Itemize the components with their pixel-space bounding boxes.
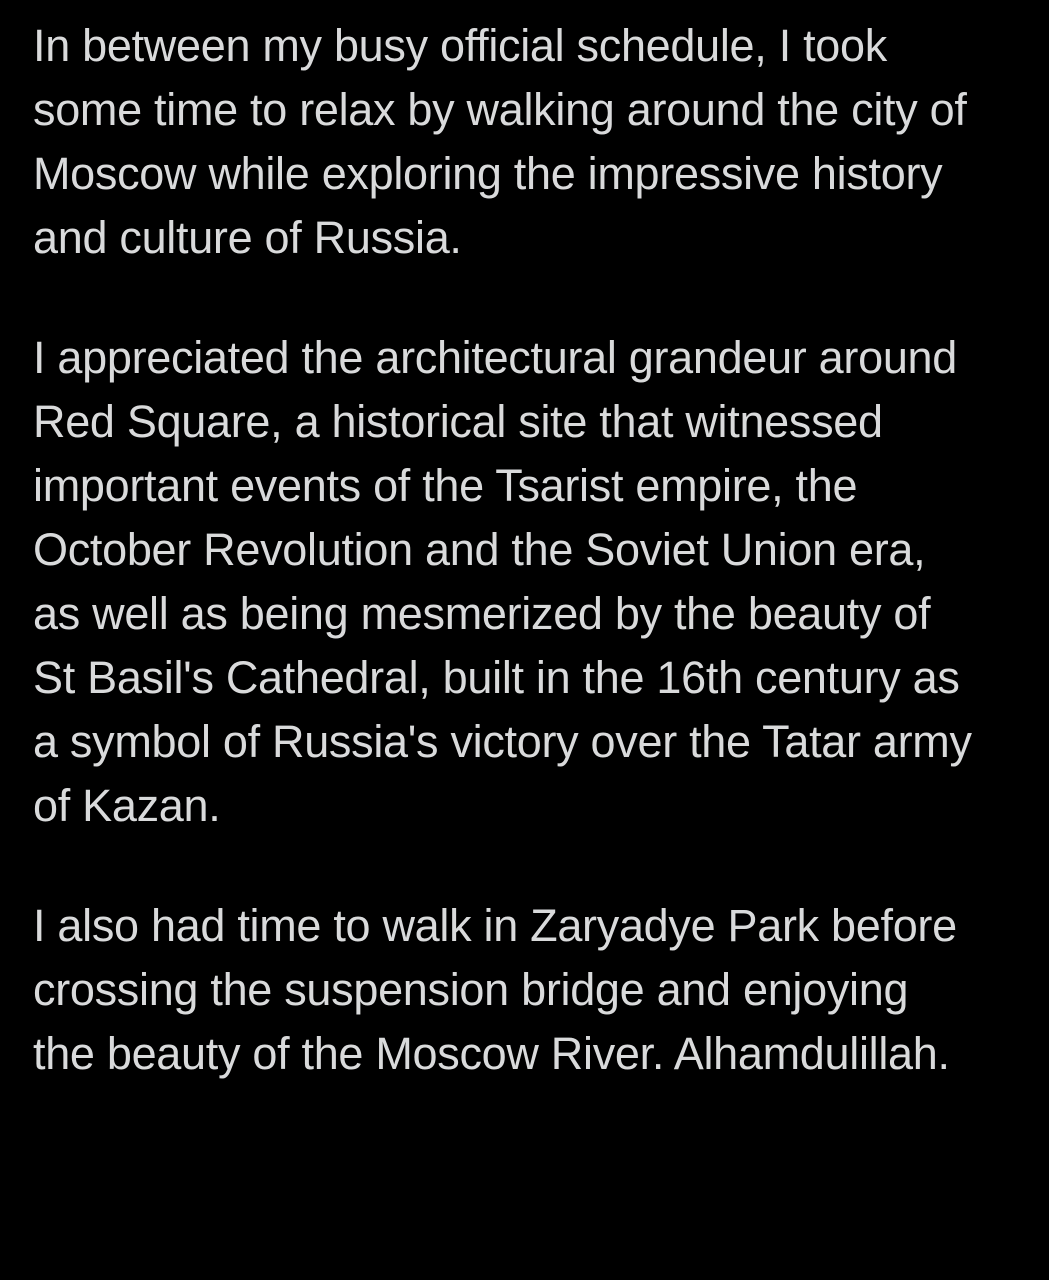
post-paragraph-1: In between my busy official schedule, I took some time to relax by walking around the city of Moscow while exploring the impressive history and culture of Russia.	[33, 20, 979, 263]
post-paragraph-3: I also had time to walk in Zaryadye Park before crossing the suspension bridge and enjoying the beauty of the Moscow River. Alhamdulillah.	[33, 900, 970, 1079]
post-paragraph-2: I appreciated the architectural grandeur around Red Square, a historical site that witnessed important events of the Tsarist empire, the October Revolution and the Soviet Union era, as well as being mesmerized by the beauty of St Basil's Cathedral, built in the 16th century as a symbol of Russia's victory over the Tatar army of Kazan.	[33, 332, 984, 831]
